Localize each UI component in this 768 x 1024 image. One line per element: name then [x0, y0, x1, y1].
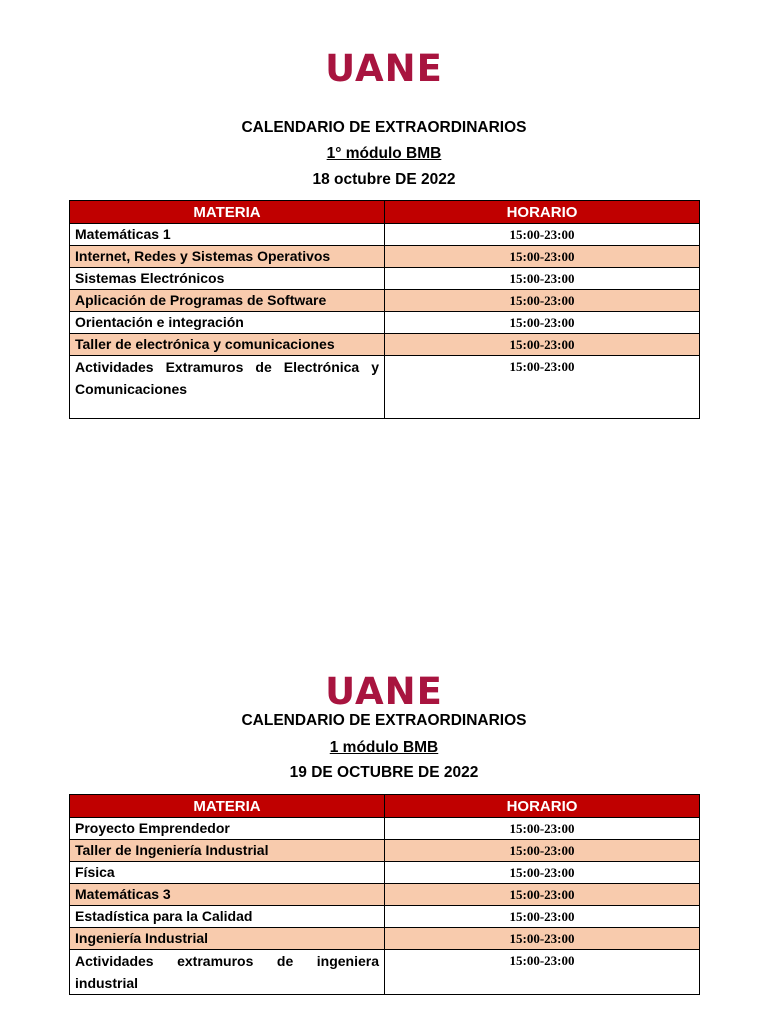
table-row	[70, 818, 700, 840]
time-cell: 15:00-23:00	[385, 224, 700, 246]
subject-cell: Taller de electrónica y comunicaciones	[70, 334, 385, 356]
module-label	[0, 740, 768, 756]
schedule-table	[69, 794, 700, 995]
exam-date	[0, 172, 768, 188]
date-text: 18 octubre DE 2022	[312, 171, 456, 188]
time-cell: 15:00-23:00	[385, 840, 700, 862]
exam-date	[0, 765, 768, 781]
table-row	[70, 862, 700, 884]
table-row	[70, 224, 700, 246]
table-row	[70, 334, 700, 356]
subject-cell: Física	[70, 862, 385, 884]
title-text: CALENDARIO DE EXTRAORDINARIOS	[241, 712, 527, 729]
time-cell: 15:00-23:00	[385, 334, 700, 356]
subject-cell: Actividades Extramuros de Electrónica y Comunicaciones	[70, 356, 385, 419]
subject-cell: Internet, Redes y Sistemas Operativos	[70, 246, 385, 268]
table-row	[70, 906, 700, 928]
time-cell: 15:00-23:00	[385, 884, 700, 906]
uane-logo	[0, 670, 768, 713]
date-text: 19 DE OCTUBRE DE 2022	[289, 764, 479, 781]
subject-cell: Orientación e integración	[70, 312, 385, 334]
table-row	[70, 356, 700, 419]
time-cell: 15:00-23:00	[385, 312, 700, 334]
time-cell: 15:00-23:00	[385, 356, 700, 419]
subject-cell: Ingeniería Industrial	[70, 928, 385, 950]
table-row	[70, 884, 700, 906]
table-row	[70, 840, 700, 862]
table-header-row	[70, 795, 700, 818]
schedule-table	[69, 200, 700, 419]
logo-text: UANE	[325, 670, 443, 713]
header-materia: MATERIA	[70, 201, 385, 224]
calendar-title	[0, 713, 768, 729]
uane-logo	[0, 47, 768, 90]
subject-cell: Proyecto Emprendedor	[70, 818, 385, 840]
table-row	[70, 312, 700, 334]
table-row	[70, 246, 700, 268]
subject-cell: Matemáticas 1	[70, 224, 385, 246]
table-row	[70, 268, 700, 290]
header-horario: HORARIO	[385, 201, 700, 224]
time-cell: 15:00-23:00	[385, 290, 700, 312]
module-text: 1° módulo BMB	[326, 145, 442, 162]
subject-cell: Sistemas Electrónicos	[70, 268, 385, 290]
module-text: 1 módulo BMB	[329, 739, 439, 756]
time-cell: 15:00-23:00	[385, 818, 700, 840]
table-row	[70, 928, 700, 950]
calendar-title	[0, 120, 768, 136]
subject-cell: Estadística para la Calidad	[70, 906, 385, 928]
time-cell: 15:00-23:00	[385, 246, 700, 268]
time-cell: 15:00-23:00	[385, 906, 700, 928]
subject-cell: Actividades extramuros de ingeniera industrial	[70, 950, 385, 995]
table-header-row	[70, 201, 700, 224]
subject-cell: Taller de Ingeniería Industrial	[70, 840, 385, 862]
table-row	[70, 950, 700, 995]
table-row	[70, 290, 700, 312]
subject-cell: Matemáticas 3	[70, 884, 385, 906]
subject-cell: Aplicación de Programas de Software	[70, 290, 385, 312]
title-text: CALENDARIO DE EXTRAORDINARIOS	[241, 119, 527, 136]
time-cell: 15:00-23:00	[385, 928, 700, 950]
module-label	[0, 146, 768, 162]
time-cell: 15:00-23:00	[385, 268, 700, 290]
logo-text: UANE	[325, 47, 443, 90]
time-cell: 15:00-23:00	[385, 950, 700, 995]
time-cell: 15:00-23:00	[385, 862, 700, 884]
header-horario: HORARIO	[385, 795, 700, 818]
header-materia: MATERIA	[70, 795, 385, 818]
